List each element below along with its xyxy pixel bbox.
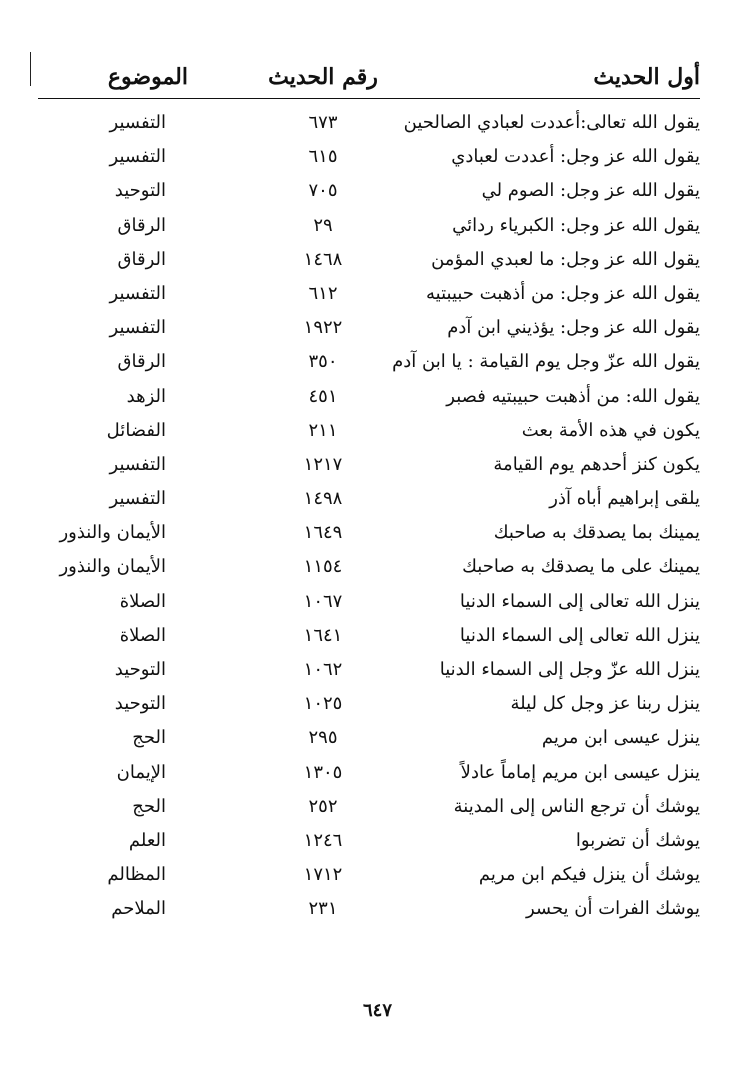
hadith-topic: العلم [128, 829, 166, 851]
hadith-first-words: يقول الله عز وجل: الصوم لي [481, 180, 700, 202]
hadith-first-words: ينزل الله تعالى إلى السماء الدنيا [459, 590, 700, 612]
header-rule [38, 98, 700, 99]
hadith-first-words: يقول الله عز وجل: ما لعبدي المؤمن [431, 248, 700, 270]
hadith-first-words: ينزل عيسى ابن مريم إماماً عادلاً [460, 761, 700, 783]
hadith-topic: المظالم [107, 864, 166, 886]
hadith-number: ٢٥٢ [308, 795, 338, 817]
hadith-first-words: ينزل الله تعالى إلى السماء الدنيا [459, 624, 700, 646]
hadith-topic: الرقاق [117, 351, 166, 373]
hadith-topic: التفسير [109, 146, 166, 168]
hadith-number: ١٠٦٢ [303, 659, 343, 680]
hadith-topic: الرقاق [117, 214, 166, 236]
table-row [38, 892, 700, 926]
hadith-topic: التوحيد [114, 659, 166, 680]
table-row [38, 243, 700, 277]
hadith-topic: التوحيد [114, 693, 166, 715]
table-row [38, 858, 700, 892]
table-row [38, 687, 700, 721]
hadith-number: ١٧١٢ [303, 864, 343, 886]
hadith-topic: التفسير [109, 453, 166, 475]
hadith-number: ٦١٢ [308, 282, 338, 304]
hadith-number: ١٩٢٢ [303, 317, 343, 339]
hadith-first-words: ينزل عيسى ابن مريم [541, 727, 700, 749]
table-row [38, 516, 700, 550]
table-row [38, 824, 700, 858]
hadith-first-words: يوشك أن تضربوا [575, 829, 700, 851]
table-header [38, 58, 700, 96]
hadith-number: ١٢١٧ [303, 453, 343, 475]
hadith-number: ١٤٦٨ [303, 248, 343, 270]
hadith-number: ٧٠٥ [308, 180, 338, 202]
hadith-number: ٢١١ [308, 419, 338, 441]
hadith-first-words: يكون في هذه الأمة بعث [521, 419, 700, 441]
hadith-number: ١٣٠٥ [303, 761, 343, 783]
table-row [38, 209, 700, 243]
hadith-topic: الصلاة [119, 590, 166, 612]
hadith-topic: الحج [132, 727, 166, 749]
table-row [38, 653, 700, 687]
hadith-number: ١٢٤٦ [303, 829, 343, 851]
hadith-first-words: يقول الله عز وجل: الكبرياء ردائي [452, 214, 700, 236]
hadith-number: ٣٥٠ [308, 351, 338, 373]
table-row [38, 482, 700, 516]
hadith-topic: الملاحم [111, 898, 166, 920]
header-hadith-number: رقم الحديث [268, 64, 378, 90]
hadith-number: ٢٩ [313, 214, 333, 236]
hadith-topic: التفسير [109, 112, 166, 133]
hadith-number: ١٦٤٩ [303, 522, 343, 544]
hadith-topic: الحج [132, 795, 166, 817]
hadith-number: ٢٣١ [308, 898, 338, 920]
hadith-first-words: يوشك أن ترجع الناس إلى المدينة [453, 795, 700, 817]
hadith-first-words: يكون كنز أحدهم يوم القيامة [493, 453, 700, 475]
hadith-first-words: يقول الله: من أذهبت حبيبتيه فصبر [446, 385, 700, 407]
table-row [38, 106, 700, 140]
hadith-first-words: يقول الله عز وجل: من أذهبت حبيبتيه [426, 282, 700, 304]
hadith-first-words: يقول الله عز وجل: يؤذيني ابن آدم [447, 317, 700, 339]
hadith-number: ١٦٤١ [303, 624, 343, 646]
hadith-number: ١٤٩٨ [303, 488, 343, 510]
hadith-topic: الرقاق [117, 248, 166, 270]
margin-mark [30, 52, 34, 86]
hadith-first-words: ينزل ربنا عز وجل كل ليلة [510, 693, 700, 715]
hadith-number: ٦٧٣ [308, 112, 338, 133]
hadith-first-words: يمينك على ما يصدقك به صاحبك [462, 556, 700, 578]
hadith-topic: التفسير [109, 317, 166, 339]
hadith-topic: الصلاة [119, 624, 166, 646]
hadith-number: ٤٥١ [308, 385, 338, 407]
hadith-topic: الفضائل [106, 419, 166, 441]
hadith-first-words: يقول الله تعالى:أعددت لعبادي الصالحين [403, 112, 700, 133]
hadith-topic: الزهد [126, 385, 166, 407]
hadith-first-words: يقول الله عزّ وجل يوم القيامة : يا ابن آدم [392, 351, 700, 373]
hadith-first-words: ينزل الله عزّ وجل إلى السماء الدنيا [439, 659, 700, 680]
table-row [38, 448, 700, 482]
hadith-topic: الإيمان [116, 761, 166, 783]
table-row [38, 585, 700, 619]
hadith-first-words: يوشك الفرات أن يحسر [525, 898, 700, 920]
table-row [38, 756, 700, 790]
table-row [38, 619, 700, 653]
hadith-topic: التوحيد [114, 180, 166, 202]
table-row [38, 721, 700, 755]
table-row [38, 140, 700, 174]
hadith-topic: التفسير [109, 282, 166, 304]
table-row [38, 174, 700, 208]
table-row [38, 277, 700, 311]
hadith-first-words: يمينك بما يصدقك به صاحبك [493, 522, 700, 544]
hadith-topic: التفسير [109, 488, 166, 510]
table-row [38, 311, 700, 345]
table-row [38, 380, 700, 414]
table-row [38, 414, 700, 448]
hadith-number: ١٠٦٧ [303, 590, 343, 612]
hadith-topic: الأيمان والنذور [59, 556, 166, 578]
index-table [38, 106, 700, 927]
hadith-topic: الأيمان والنذور [59, 522, 166, 544]
hadith-first-words: يلقى إبراهيم أباه آذر [549, 488, 700, 510]
page-number: ٦٤٧ [362, 1000, 392, 1021]
hadith-number: ٢٩٥ [308, 727, 338, 749]
hadith-number: ١٠٢٥ [303, 693, 343, 715]
header-topic: الموضوع [107, 64, 188, 90]
hadith-first-words: يقول الله عز وجل: أعددت لعبادي [451, 146, 700, 168]
table-row [38, 790, 700, 824]
hadith-first-words: يوشك أن ينزل فيكم ابن مريم [478, 864, 700, 886]
table-row [38, 550, 700, 584]
header-first-words: أول الحديث [593, 64, 700, 90]
table-row [38, 345, 700, 379]
hadith-number: ١١٥٤ [303, 556, 343, 578]
hadith-number: ٦١٥ [308, 146, 338, 168]
